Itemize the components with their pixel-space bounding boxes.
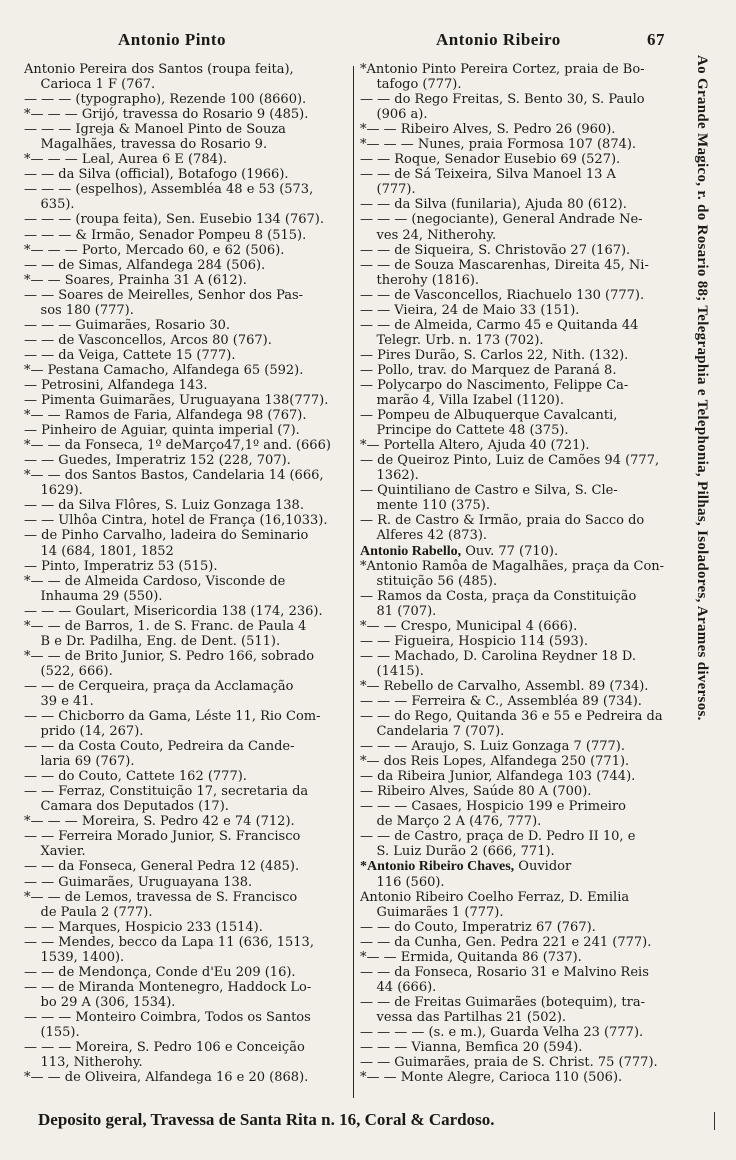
directory-entry-line: — — do Couto, Cattete 162 (777). [24, 769, 247, 785]
directory-entry-line: (522, 666). [24, 663, 113, 679]
footer-rule [714, 1112, 715, 1130]
directory-entry-line: *— — de Brito Junior, S. Pedro 166, sobrado [24, 648, 315, 664]
directory-entry-line: — — — Vianna, Bemfica 20 (594). [360, 1040, 583, 1056]
directory-entry-line: laria 69 (767). [24, 754, 135, 770]
directory-entry-line: (906 a). [360, 107, 428, 123]
directory-entry-line: — Pires Durão, S. Carlos 22, Nith. (132). [360, 347, 629, 363]
directory-entry-line: — — de Siqueira, S. Christovão 27 (167). [360, 242, 631, 258]
directory-entry-line: *— Portella Altero, Ajuda 40 (721). [360, 438, 590, 454]
directory-entry-line: marão 4, Villa Izabel (1120). [360, 393, 564, 409]
directory-entry-line: — — de Vasconcellos, Riachuelo 130 (777). [360, 287, 645, 303]
directory-entry-line: Antonio Ribeiro Coelho Ferraz, D. Emilia [360, 889, 630, 905]
directory-entry-line: de Março 2 A (476, 777). [360, 814, 542, 830]
directory-entry-line: — Petrosini, Alfandega 143. [24, 377, 208, 393]
directory-entry-line: *Antonio Ramôa de Magalhães, praça da Con- [360, 558, 665, 574]
directory-entry-line: Principe do Cattete 48 (375). [360, 423, 569, 439]
right-column [360, 62, 678, 1102]
directory-entry-line: — — de Almeida, Carmo 45 e Quitanda 44 [360, 317, 639, 333]
entry-name-heading: Antonio Rabello, [360, 543, 462, 559]
directory-entry-line: (777). [360, 182, 416, 198]
directory-entry-line: — — da Veiga, Cattete 15 (777). [24, 347, 236, 363]
directory-entry-line: — — Ferreira Morado Junior, S. Francisco [24, 829, 301, 845]
directory-entry-line: — — do Couto, Imperatriz 67 (767). [360, 919, 596, 935]
directory-entry-line: *— — dos Santos Bastos, Candelaria 14 (666, [24, 468, 324, 484]
directory-entry-line: 14 (684, 1801, 1852 [24, 543, 174, 559]
directory-entry-line: 1539, 1400). [24, 949, 125, 965]
directory-entry-line: *— Rebello de Carvalho, Assembl. 89 (734). [360, 678, 649, 694]
directory-entry-line: S. Luiz Durão 2 (666, 771). [360, 844, 555, 860]
directory-entry-line: 116 (560). [360, 874, 445, 890]
directory-entry-line: Antonio Pereira dos Santos (roupa feita), [24, 62, 294, 77]
left-column [24, 62, 351, 1102]
directory-entry-line: — — — Guimarães, Rosario 30. [24, 317, 231, 333]
directory-entry-line: — — de Sá Teixeira, Silva Manoel 13 A [360, 167, 616, 183]
directory-entry-line: — — — & Irmão, Senador Pompeu 8 (515). [24, 227, 307, 243]
directory-entry-line: — — Guimarães, Uruguayana 138. [24, 874, 253, 890]
footer-advertisement: Deposito geral, Travessa de Santa Rita n. 16, Coral & Cardoso. [38, 1110, 495, 1129]
directory-entry-line: vessa das Partilhas 21 (502). [360, 1009, 567, 1025]
directory-entry-line: — — da Cunha, Gen. Pedra 221 e 241 (777). [360, 934, 652, 950]
directory-entry-line: *— Pestana Camacho, Alfandega 65 (592). [24, 362, 304, 378]
directory-entry-line: — — da Fonseca, General Pedra 12 (485). [24, 859, 300, 875]
directory-entry-line: — — Machado, D. Carolina Reydner 18 D. [360, 648, 637, 664]
directory-entry-line: — Quintiliano de Castro e Silva, S. Cle- [360, 483, 618, 499]
directory-entry-line: *— — Ribeiro Alves, S. Pedro 26 (960). [360, 122, 616, 138]
directory-entry-line: Xavier. [24, 844, 86, 860]
directory-entry-line: — — da Silva (official), Botafogo (1966). [24, 167, 289, 183]
directory-entry-line: — — Ulhôa Cintra, hotel de França (16,1033). [24, 513, 328, 529]
directory-entry-line: — — — Goulart, Misericordia 138 (174, 236). [24, 603, 323, 619]
directory-entry-line: — — Vieira, 24 de Maio 33 (151). [360, 302, 580, 318]
directory-entry-line: tafogo (777). [360, 77, 462, 93]
directory-entry-line: — — de Mendonça, Conde d'Eu 209 (16). [24, 964, 296, 980]
header-right-title: Antonio Ribeiro [436, 30, 561, 49]
directory-entry-line: — Pompeu de Albuquerque Cavalcanti, [360, 408, 618, 424]
directory-entry-line: — — de Souza Mascarenhas, Direita 45, Ni- [360, 257, 649, 273]
directory-entry-line: Carioca 1 F (767. [24, 77, 156, 93]
directory-entry-line: Antonio Rabello, Ouv. 77 (710). [360, 543, 559, 559]
directory-entry-line: — — do Rego Freitas, S. Bento 30, S. Paulo [360, 92, 645, 108]
page-number: 67 [647, 30, 665, 49]
directory-entry-line: — — Guimarães, praia de S. Christ. 75 (777). [360, 1055, 658, 1071]
directory-entry-line: Guimarães 1 (777). [360, 904, 504, 920]
directory-entry-line: sos 180 (777). [24, 302, 134, 318]
directory-entry-line: ves 24, Nitherohy. [360, 227, 497, 243]
directory-entry-line: Magalhães, travessa do Rosario 9. [24, 137, 268, 153]
directory-entry-line: *Antonio Ribeiro Chaves, Ouvidor [360, 859, 572, 875]
directory-entry-line: *— — — Nunes, praia Formosa 107 (874). [360, 137, 637, 153]
directory-entry-line: therohy (1816). [360, 272, 480, 288]
directory-entry-line: — — da Silva (funilaria), Ajuda 80 (612). [360, 197, 627, 213]
directory-entry-line: — — de Vasconcellos, Arcos 80 (767). [24, 332, 272, 348]
directory-entry-line: — — de Miranda Montenegro, Haddock Lo- [24, 979, 312, 995]
directory-entry-line: — — Guedes, Imperatriz 152 (228, 707). [24, 453, 291, 469]
directory-entry-line: *— — Ermida, Quitanda 86 (737). [360, 949, 582, 965]
directory-entry-line: — — Chicborro da Gama, Léste 11, Rio Com- [24, 709, 321, 725]
directory-entry-line: *— — de Lemos, travessa de S. Francisco [24, 889, 298, 905]
header-left-title: Antonio Pinto [118, 30, 227, 49]
directory-entry-line: *— — da Fonseca, 1º deMarço47,1º and. (666) [24, 438, 331, 454]
directory-entry-line: — Pinto, Imperatriz 53 (515). [24, 558, 218, 574]
directory-entry-line: Alferes 42 (873). [360, 528, 488, 544]
directory-entry-line: — Ramos da Costa, praça da Constituição [360, 588, 637, 604]
directory-entry-line: mente 110 (375). [360, 498, 491, 514]
directory-entry-line: stituição 56 (485). [360, 573, 498, 589]
directory-entry-line: — — — (espelhos), Assembléa 48 e 53 (573, [24, 182, 314, 198]
directory-entry-line: — — do Rego, Quitanda 36 e 55 e Pedreira da [360, 709, 663, 725]
directory-entry-line: Camara dos Deputados (17). [24, 799, 229, 815]
directory-entry-line: — — — Moreira, S. Pedro 106 e Conceição [24, 1040, 305, 1056]
directory-entry-line: — — da Costa Couto, Pedreira da Cande- [24, 739, 295, 755]
directory-entry-line: — Pollo, trav. do Marquez de Paraná 8. [360, 362, 617, 378]
directory-entry-line: — — da Fonseca, Rosario 31 e Malvino Reis [360, 964, 649, 980]
directory-entry-line: — — — — (s. e m.), Guarda Velha 23 (777). [360, 1025, 644, 1040]
directory-entry-line: *— — Ramos de Faria, Alfandega 98 (767). [24, 408, 307, 424]
directory-entry-line: 44 (666). [360, 979, 437, 995]
directory-entry-line: — — de Castro, praça de D. Pedro II 10, e [360, 829, 636, 845]
directory-entry-line: *— — — Leal, Aurea 6 E (784). [24, 152, 228, 168]
directory-entry-line: — R. de Castro & Irmão, praia do Sacco do [360, 513, 645, 529]
directory-entry-line: — — — (typographo), Rezende 100 (8660). [24, 92, 307, 108]
directory-entry-line: — — Marques, Hospicio 233 (1514). [24, 919, 263, 935]
directory-entry-line: — — Soares de Meirelles, Senhor dos Pas- [24, 287, 304, 303]
directory-entry-line: B e Dr. Padilha, Eng. de Dent. (511). [24, 633, 281, 649]
directory-entry-line: 635). [24, 197, 75, 213]
directory-entry-line: — — de Simas, Alfandega 284 (506). [24, 257, 266, 273]
directory-entry-line: *— — — Moreira, S. Pedro 42 e 74 (712). [24, 814, 295, 830]
directory-entry-line: Telegr. Urb. n. 173 (702). [360, 332, 544, 348]
directory-entry-line: (155). [24, 1025, 80, 1040]
directory-entry-line: *— — de Oliveira, Alfandega 16 e 20 (868). [24, 1070, 309, 1086]
directory-entry-line: (1415). [360, 663, 424, 679]
directory-entry-line: *— — de Barros, 1. de S. Franc. de Paula 4 [24, 618, 307, 634]
directory-entry-line: — — — Ferreira & C., Assembléa 89 (734). [360, 693, 642, 709]
directory-entry-line: — Pinheiro de Aguiar, quinta imperial (7). [24, 423, 300, 439]
directory-entry-line: prido (14, 267). [24, 724, 144, 740]
directory-entry-line: — — Mendes, becco da Lapa 11 (636, 1513, [24, 934, 314, 950]
directory-entry-line: — — — (negociante), General Andrade Ne- [360, 212, 643, 228]
directory-entry-line: — — — Casaes, Hospicio 199 e Primeiro [360, 799, 626, 815]
directory-entry-line: bo 29 A (306, 1534). [24, 994, 176, 1010]
directory-entry-line: *Antonio Pinto Pereira Cortez, praia de Bo- [360, 62, 645, 77]
directory-entry-line: — — — Monteiro Coimbra, Todos os Santos [24, 1009, 311, 1025]
directory-entry-line: *— — Soares, Prainha 31 A (612). [24, 272, 247, 288]
directory-entry-line: — — Figueira, Hospicio 114 (593). [360, 633, 588, 649]
directory-entry-line: 81 (707). [360, 603, 437, 619]
directory-entry-line: *— — — Porto, Mercado 60, e 62 (506). [24, 242, 285, 258]
side-advertisement [693, 55, 711, 1115]
directory-entry-line: — Polycarpo do Nascimento, Felippe Ca- [360, 377, 629, 393]
directory-entry-line: de Paula 2 (777). [24, 904, 153, 920]
directory-entry-line: — — Roque, Senador Eusebio 69 (527). [360, 152, 621, 168]
directory-entry-line: — Pimenta Guimarães, Uruguayana 138(777). [24, 393, 329, 409]
directory-entry-line: — — de Freitas Guimarães (botequim), tra- [360, 994, 645, 1010]
directory-entry-line: — Ribeiro Alves, Saúde 80 A (700). [360, 784, 592, 800]
directory-entry-line: — de Queiroz Pinto, Luiz de Camões 94 (777, [360, 453, 660, 469]
directory-entry-line: Inhauma 29 (550). [24, 588, 163, 604]
directory-entry-line: 1629). [24, 483, 83, 499]
directory-entry-line: — — — Araujo, S. Luiz Gonzaga 7 (777). [360, 739, 625, 755]
page-header [0, 30, 736, 58]
directory-entry-line: 39 e 41. [24, 693, 94, 709]
entry-name-heading: *Antonio Ribeiro Chaves, [360, 859, 515, 875]
directory-entry-line: — da Ribeira Junior, Alfandega 103 (744). [360, 769, 636, 785]
directory-entry-line: *— — de Almeida Cardoso, Visconde de [24, 573, 286, 589]
directory-entry-line: — — — Igreja & Manoel Pinto de Souza [24, 122, 286, 138]
directory-entry-line: 113, Nitherohy. [24, 1055, 143, 1071]
directory-entry-line: *— — Crespo, Municipal 4 (666). [360, 618, 578, 634]
directory-entry-line: Candelaria 7 (707). [360, 724, 505, 740]
directory-entry-line: — — Ferraz, Constituição 17, secretaria da [24, 784, 309, 800]
column-divider [353, 66, 354, 1098]
directory-entry-line: *— dos Reis Lopes, Alfandega 250 (771). [360, 754, 630, 770]
directory-entry-line: *— — — Grijó, travessa do Rosario 9 (485). [24, 107, 309, 123]
directory-entry-line: — de Pinho Carvalho, ladeira do Seminario [24, 528, 309, 544]
directory-entry-line: — — da Silva Flôres, S. Luiz Gonzaga 138. [24, 498, 304, 514]
directory-entry-line: — — de Cerqueira, praça da Acclamação [24, 678, 294, 694]
directory-entry-line: *— — Monte Alegre, Carioca 110 (506). [360, 1070, 623, 1086]
side-ad-text: Ao Grande Magico, r. do Rosario 88; Telegraphia e Telephonia, Pilhas, Isoladores, Arames diversos. [694, 55, 710, 721]
directory-entry-line: 1362). [360, 468, 419, 484]
directory-entry-line: — — — (roupa feita), Sen. Eusebio 134 (767). [24, 212, 324, 228]
